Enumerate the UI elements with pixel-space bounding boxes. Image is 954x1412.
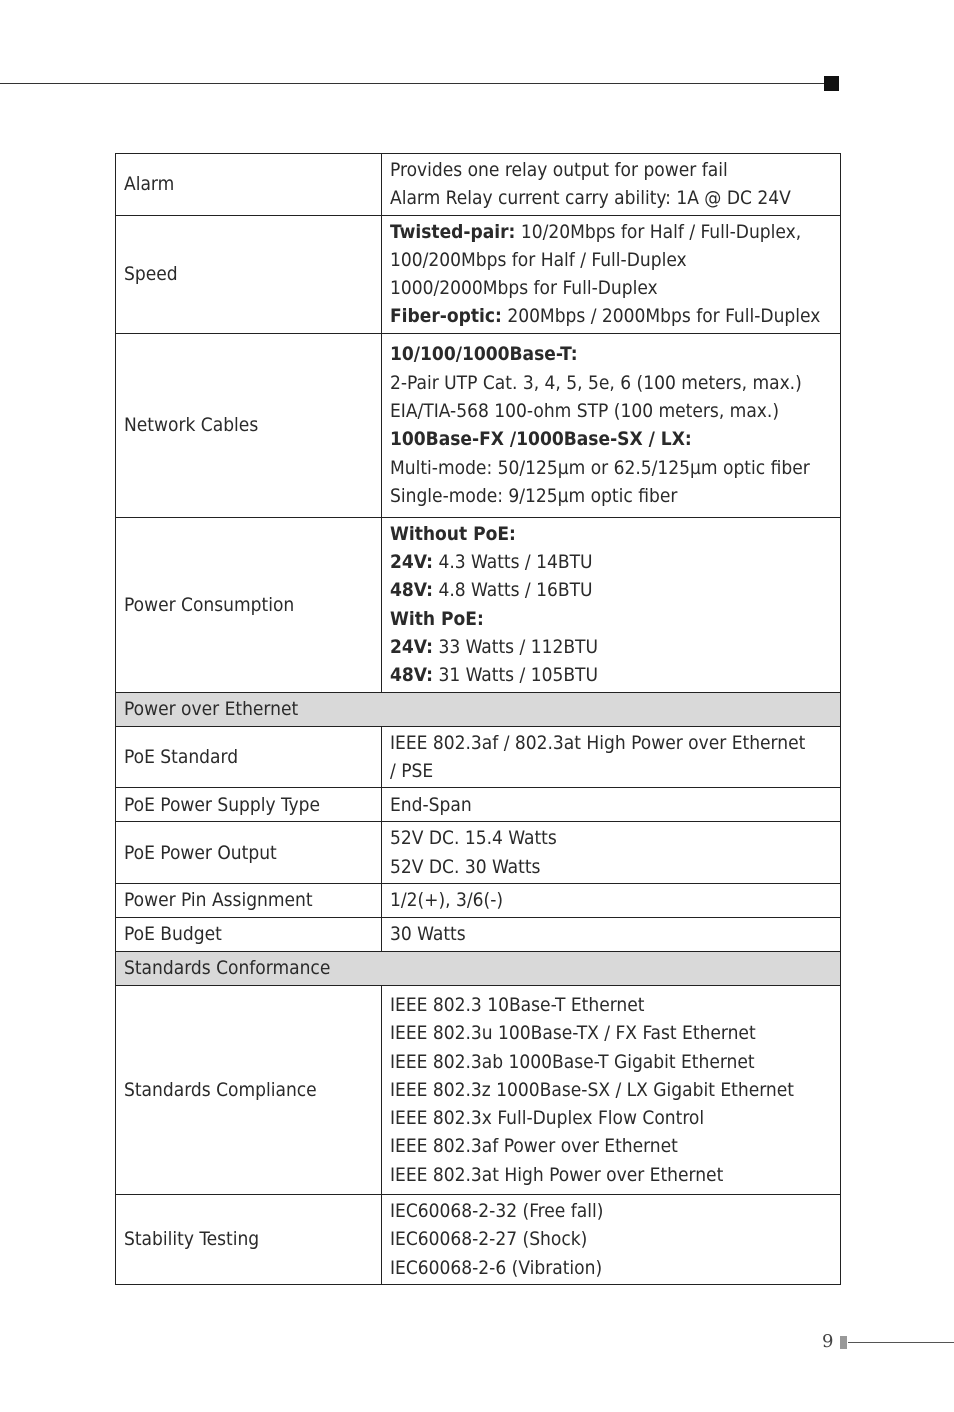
bold-heading: 100Base-FX /1000Base-SX / LX:: [390, 428, 692, 451]
value-line: 100/200Mbps for Half / Full-Duplex: [390, 248, 687, 271]
value-line: EIA/TIA-568 100-ohm STP (100 meters, max.): [390, 399, 780, 422]
table-row-power-pin-assignment: [116, 883, 841, 917]
table-row-power-consumption: [116, 517, 841, 692]
bold-label: 24V:: [390, 551, 434, 574]
section-row-power-over-ethernet: [116, 692, 841, 726]
value-text: 4.3 Watts / 14BTU: [433, 551, 593, 574]
label-network-cables: Network Cables: [116, 333, 382, 517]
value-poe-power-output: [382, 822, 841, 884]
value-line: IEC60068-2-27 (Shock): [390, 1228, 588, 1251]
value-line: [390, 548, 834, 576]
value-line: / PSE: [390, 760, 434, 783]
value-text: 31 Watts / 105BTU: [433, 664, 598, 687]
header-rule: [0, 83, 826, 84]
table-row-poe-budget: [116, 917, 841, 951]
section-heading: Power over Ethernet: [116, 692, 841, 726]
label-poe-power-output: PoE Power Output: [116, 822, 382, 884]
bold-heading: 10/100/1000Base-T:: [390, 343, 578, 366]
table-row-alarm: [116, 154, 841, 216]
label-poe-standard: PoE Standard: [116, 726, 382, 788]
bold-heading: With PoE:: [390, 607, 484, 630]
table-row-standards-compliance: [116, 985, 841, 1194]
table-row-poe-power-output: [116, 822, 841, 884]
table-row-poe-supply-type: [116, 788, 841, 822]
label-standards-compliance: Standards Compliance: [116, 985, 382, 1194]
bold-heading: Without PoE:: [390, 522, 516, 545]
label-speed: Speed: [116, 215, 382, 333]
value-poe-budget: 30 Watts: [382, 917, 841, 951]
value-line: IEEE 802.3ab 1000Base-T Gigabit Ethernet: [390, 1050, 755, 1073]
label-power-consumption: Power Consumption: [116, 517, 382, 692]
value-stability-testing: [382, 1194, 841, 1284]
header-square-mark: [824, 76, 839, 91]
value-power-consumption: [382, 517, 841, 692]
value-line: IEEE 802.3u 100Base-TX / FX Fast Ethernet: [390, 1022, 756, 1045]
value-text: 4.8 Watts / 16BTU: [433, 579, 593, 602]
value-line: IEC60068-2-32 (Free fall): [390, 1199, 604, 1222]
footer-rule: [848, 1342, 954, 1343]
label-stability-testing: Stability Testing: [116, 1194, 382, 1284]
value-line: [390, 633, 834, 661]
specifications-table: [115, 153, 841, 1285]
value-line: [390, 576, 834, 604]
value-line: IEEE 802.3z 1000Base-SX / LX Gigabit Ethernet: [390, 1078, 794, 1101]
bold-label: Fiber-optic:: [390, 305, 502, 328]
section-heading: Standards Conformance: [116, 951, 841, 985]
value-poe-standard: [382, 726, 841, 788]
label-poe-budget: PoE Budget: [116, 917, 382, 951]
value-line: [390, 661, 834, 689]
value-text: 10/20Mbps for Half / Full-Duplex,: [515, 220, 802, 243]
value-standards-compliance: [382, 985, 841, 1194]
value-line: Alarm Relay current carry ability: 1A @ DC 24V: [390, 187, 791, 210]
value-line: IEEE 802.3at High Power over Ethernet: [390, 1163, 724, 1186]
value-line: Provides one relay output for power fail: [390, 159, 728, 181]
value-line: Single-mode: 9/125µm optic fiber: [390, 484, 678, 507]
value-text: 200Mbps / 2000Mbps for Full-Duplex: [501, 305, 821, 328]
value-power-pin-assignment: 1/2(+), 3/6(-): [382, 883, 841, 917]
value-line: IEEE 802.3x Full-Duplex Flow Control: [390, 1107, 705, 1130]
value-alarm: [382, 154, 841, 216]
section-row-standards-conformance: [116, 951, 841, 985]
value-speed: [382, 215, 841, 333]
label-poe-supply-type: PoE Power Supply Type: [116, 788, 382, 822]
value-text: 33 Watts / 112BTU: [433, 636, 598, 659]
value-line: IEC60068-2-6 (Vibration): [390, 1256, 603, 1279]
bold-label: 48V:: [390, 664, 434, 687]
value-line: [390, 302, 834, 330]
value-line: 52V DC. 30 Watts: [390, 855, 541, 878]
value-line: IEEE 802.3af / 802.3at High Power over Ethernet: [390, 731, 806, 754]
table-row-speed: [116, 215, 841, 333]
value-line: 1000/2000Mbps for Full-Duplex: [390, 277, 658, 300]
value-line: [390, 218, 834, 246]
footer-mark: [840, 1336, 847, 1349]
bold-label: 24V:: [390, 636, 434, 659]
table-row-poe-standard: [116, 726, 841, 788]
label-power-pin-assignment: Power Pin Assignment: [116, 883, 382, 917]
bold-label: Twisted-pair:: [390, 220, 516, 243]
page-number: 9: [822, 1331, 834, 1352]
value-line: 2-Pair UTP Cat. 3, 4, 5, 5e, 6 (100 meters, max.): [390, 371, 802, 394]
value-line: IEEE 802.3af Power over Ethernet: [390, 1135, 678, 1158]
label-alarm: Alarm: [116, 154, 382, 216]
value-line: IEEE 802.3 10Base-T Ethernet: [390, 993, 645, 1016]
value-line: Multi-mode: 50/125µm or 62.5/125µm optic fiber: [390, 456, 810, 479]
bold-label: 48V:: [390, 579, 434, 602]
table-row-stability-testing: [116, 1194, 841, 1284]
value-poe-supply-type: End-Span: [382, 788, 841, 822]
value-line: 52V DC. 15.4 Watts: [390, 827, 557, 850]
value-network-cables: [382, 333, 841, 517]
table-row-network-cables: [116, 333, 841, 517]
